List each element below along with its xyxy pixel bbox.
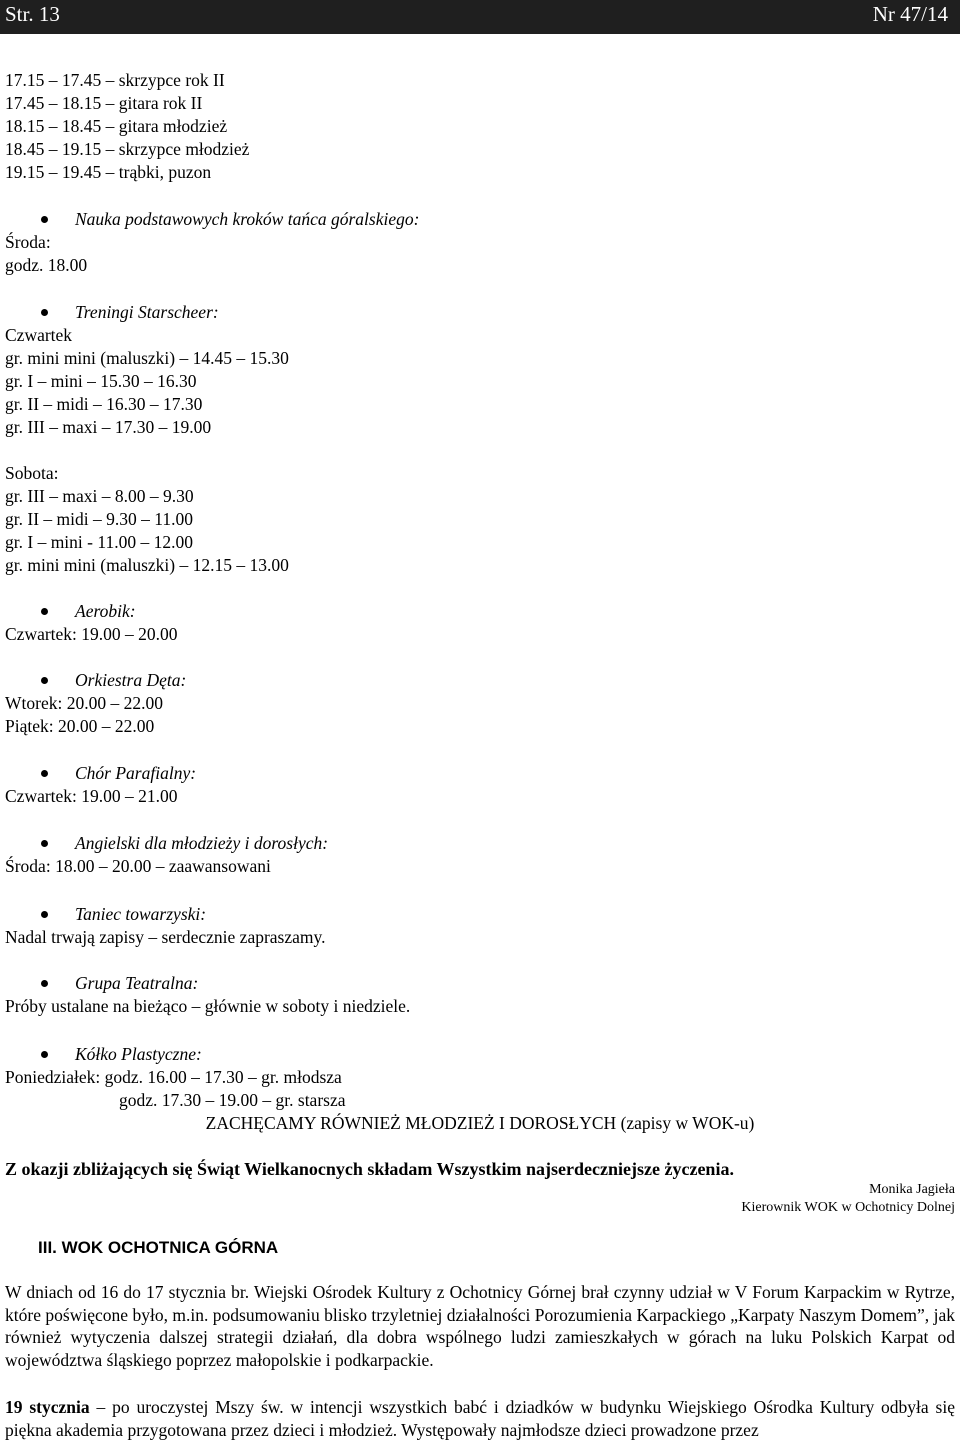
section-line: Nadal trwają zapisy – serdecznie zapraszamy. [5, 927, 326, 947]
paragraph: W dniach od 16 do 17 stycznia br. Wiejski Ośrodek Kultury z Ochotnicy Górnej brał czynny udział w V Forum Karpackim w Rytrze, które poświęcone było, m.in. podsumowaniu blisko trzyletniej działalności Porozumienia Karpackiego „Karpaty Naszym Domem”, jak również wytyczenia dalszej strategii działań, dla dobra wspólnego ludzi zamieszkałych w górach na luku Polskich Karpat od województwa śląskiego poprzez małopolskie i podkarpackie. [5, 1282, 955, 1370]
schedule-line: 17.15 – 17.45 – skrzypce rok II [5, 70, 225, 90]
section-line: godz. 18.00 [5, 255, 88, 275]
section-heading: Angielski dla młodzieży i dorosłych: [75, 833, 329, 853]
bullet-icon [41, 980, 48, 987]
bullet-icon [41, 770, 48, 777]
section-line: Wtorek: 20.00 – 22.00 [5, 693, 163, 713]
section-line: gr. III – maxi – 8.00 – 9.30 [5, 486, 194, 506]
bullet-icon [41, 1051, 48, 1058]
schedule-line: 18.45 – 19.15 – skrzypce młodzież [5, 139, 250, 159]
bullet-icon [41, 216, 48, 223]
section-heading: Grupa Teatralna: [75, 973, 199, 993]
bullet-icon [41, 309, 48, 316]
section-line: gr. mini mini (maluszki) – 12.15 – 13.00 [5, 555, 289, 575]
section-line: gr. I – mini - 11.00 – 12.00 [5, 532, 193, 552]
section-heading: Treningi Starscheer: [75, 302, 219, 322]
section-heading: Nauka podstawowych kroków tańca góralskiego: [75, 209, 420, 229]
section-heading: Kółko Plastyczne: [75, 1044, 202, 1064]
section-line: gr. mini mini (maluszki) – 14.45 – 15.30 [5, 348, 289, 368]
section-line: gr. I – mini – 15.30 – 16.30 [5, 371, 197, 391]
page-number: Str. 13 [5, 2, 60, 26]
section-line: Próby ustalane na bieżąco – głównie w soboty i niedziele. [5, 996, 411, 1016]
issue-number: Nr 47/14 [872, 2, 948, 26]
section-line: gr. II – midi – 9.30 – 11.00 [5, 509, 193, 529]
section-heading: Chór Parafialny: [75, 763, 197, 783]
section-line: Piątek: 20.00 – 22.00 [5, 716, 155, 736]
section-line: gr. III – maxi – 17.30 – 19.00 [5, 417, 212, 437]
bullet-icon [41, 677, 48, 684]
section-line: Czwartek [5, 325, 73, 345]
schedule-line: 17.45 – 18.15 – gitara rok II [5, 93, 203, 113]
section-line: Sobota: [5, 463, 59, 483]
section-line: godz. 17.30 – 19.00 – gr. starsza [119, 1090, 346, 1110]
paragraph-text: – po uroczystej Mszy św. w intencji wszystkich babć i dziadków w budynku Wiejskiego Ośrodka Kultury odbyła się piękna akademia przygotowana przez dzieci i młodzież. Występowały najmłodsze dzieci prowadzone przez [5, 1397, 955, 1440]
wishes-line: Z okazji zbliżających się Świąt Wielkanocnych składam Wszystkim najserdeczniejsze życzenia. [5, 1159, 734, 1179]
paragraph [5, 1396, 955, 1441]
bullet-icon [41, 608, 48, 615]
signature-role: Kierownik WOK w Ochotnicy Dolnej [741, 1200, 955, 1215]
section-line: Środa: [5, 232, 51, 252]
section-heading: Aerobik: [75, 601, 136, 621]
schedule-line: 19.15 – 19.45 – trąbki, puzon [5, 162, 212, 182]
section-line: Środa: 18.00 – 20.00 – zaawansowani [5, 856, 271, 876]
invite-line: ZACHĘCAMY RÓWNIEŻ MŁODZIEŻ I DOROSŁYCH (zapisy w WOK-u) [205, 1113, 755, 1133]
signature-name: Monika Jagieła [869, 1182, 955, 1197]
schedule-line: 18.15 – 18.45 – gitara młodzież [5, 116, 228, 136]
section-line: gr. II – midi – 16.30 – 17.30 [5, 394, 203, 414]
bullet-icon [41, 911, 48, 918]
section-line: Czwartek: 19.00 – 21.00 [5, 786, 178, 806]
paragraph-date: 19 stycznia [5, 1397, 90, 1417]
section-heading: Taniec towarzyski: [75, 904, 207, 924]
section-heading: Orkiestra Dęta: [75, 670, 187, 690]
section-title: III. WOK OCHOTNICA GÓRNA [38, 1238, 279, 1257]
bullet-icon [41, 840, 48, 847]
section-line: Czwartek: 19.00 – 20.00 [5, 624, 178, 644]
page-header [0, 0, 960, 34]
section-line: Poniedziałek: godz. 16.00 – 17.30 – gr. młodsza [5, 1067, 342, 1087]
